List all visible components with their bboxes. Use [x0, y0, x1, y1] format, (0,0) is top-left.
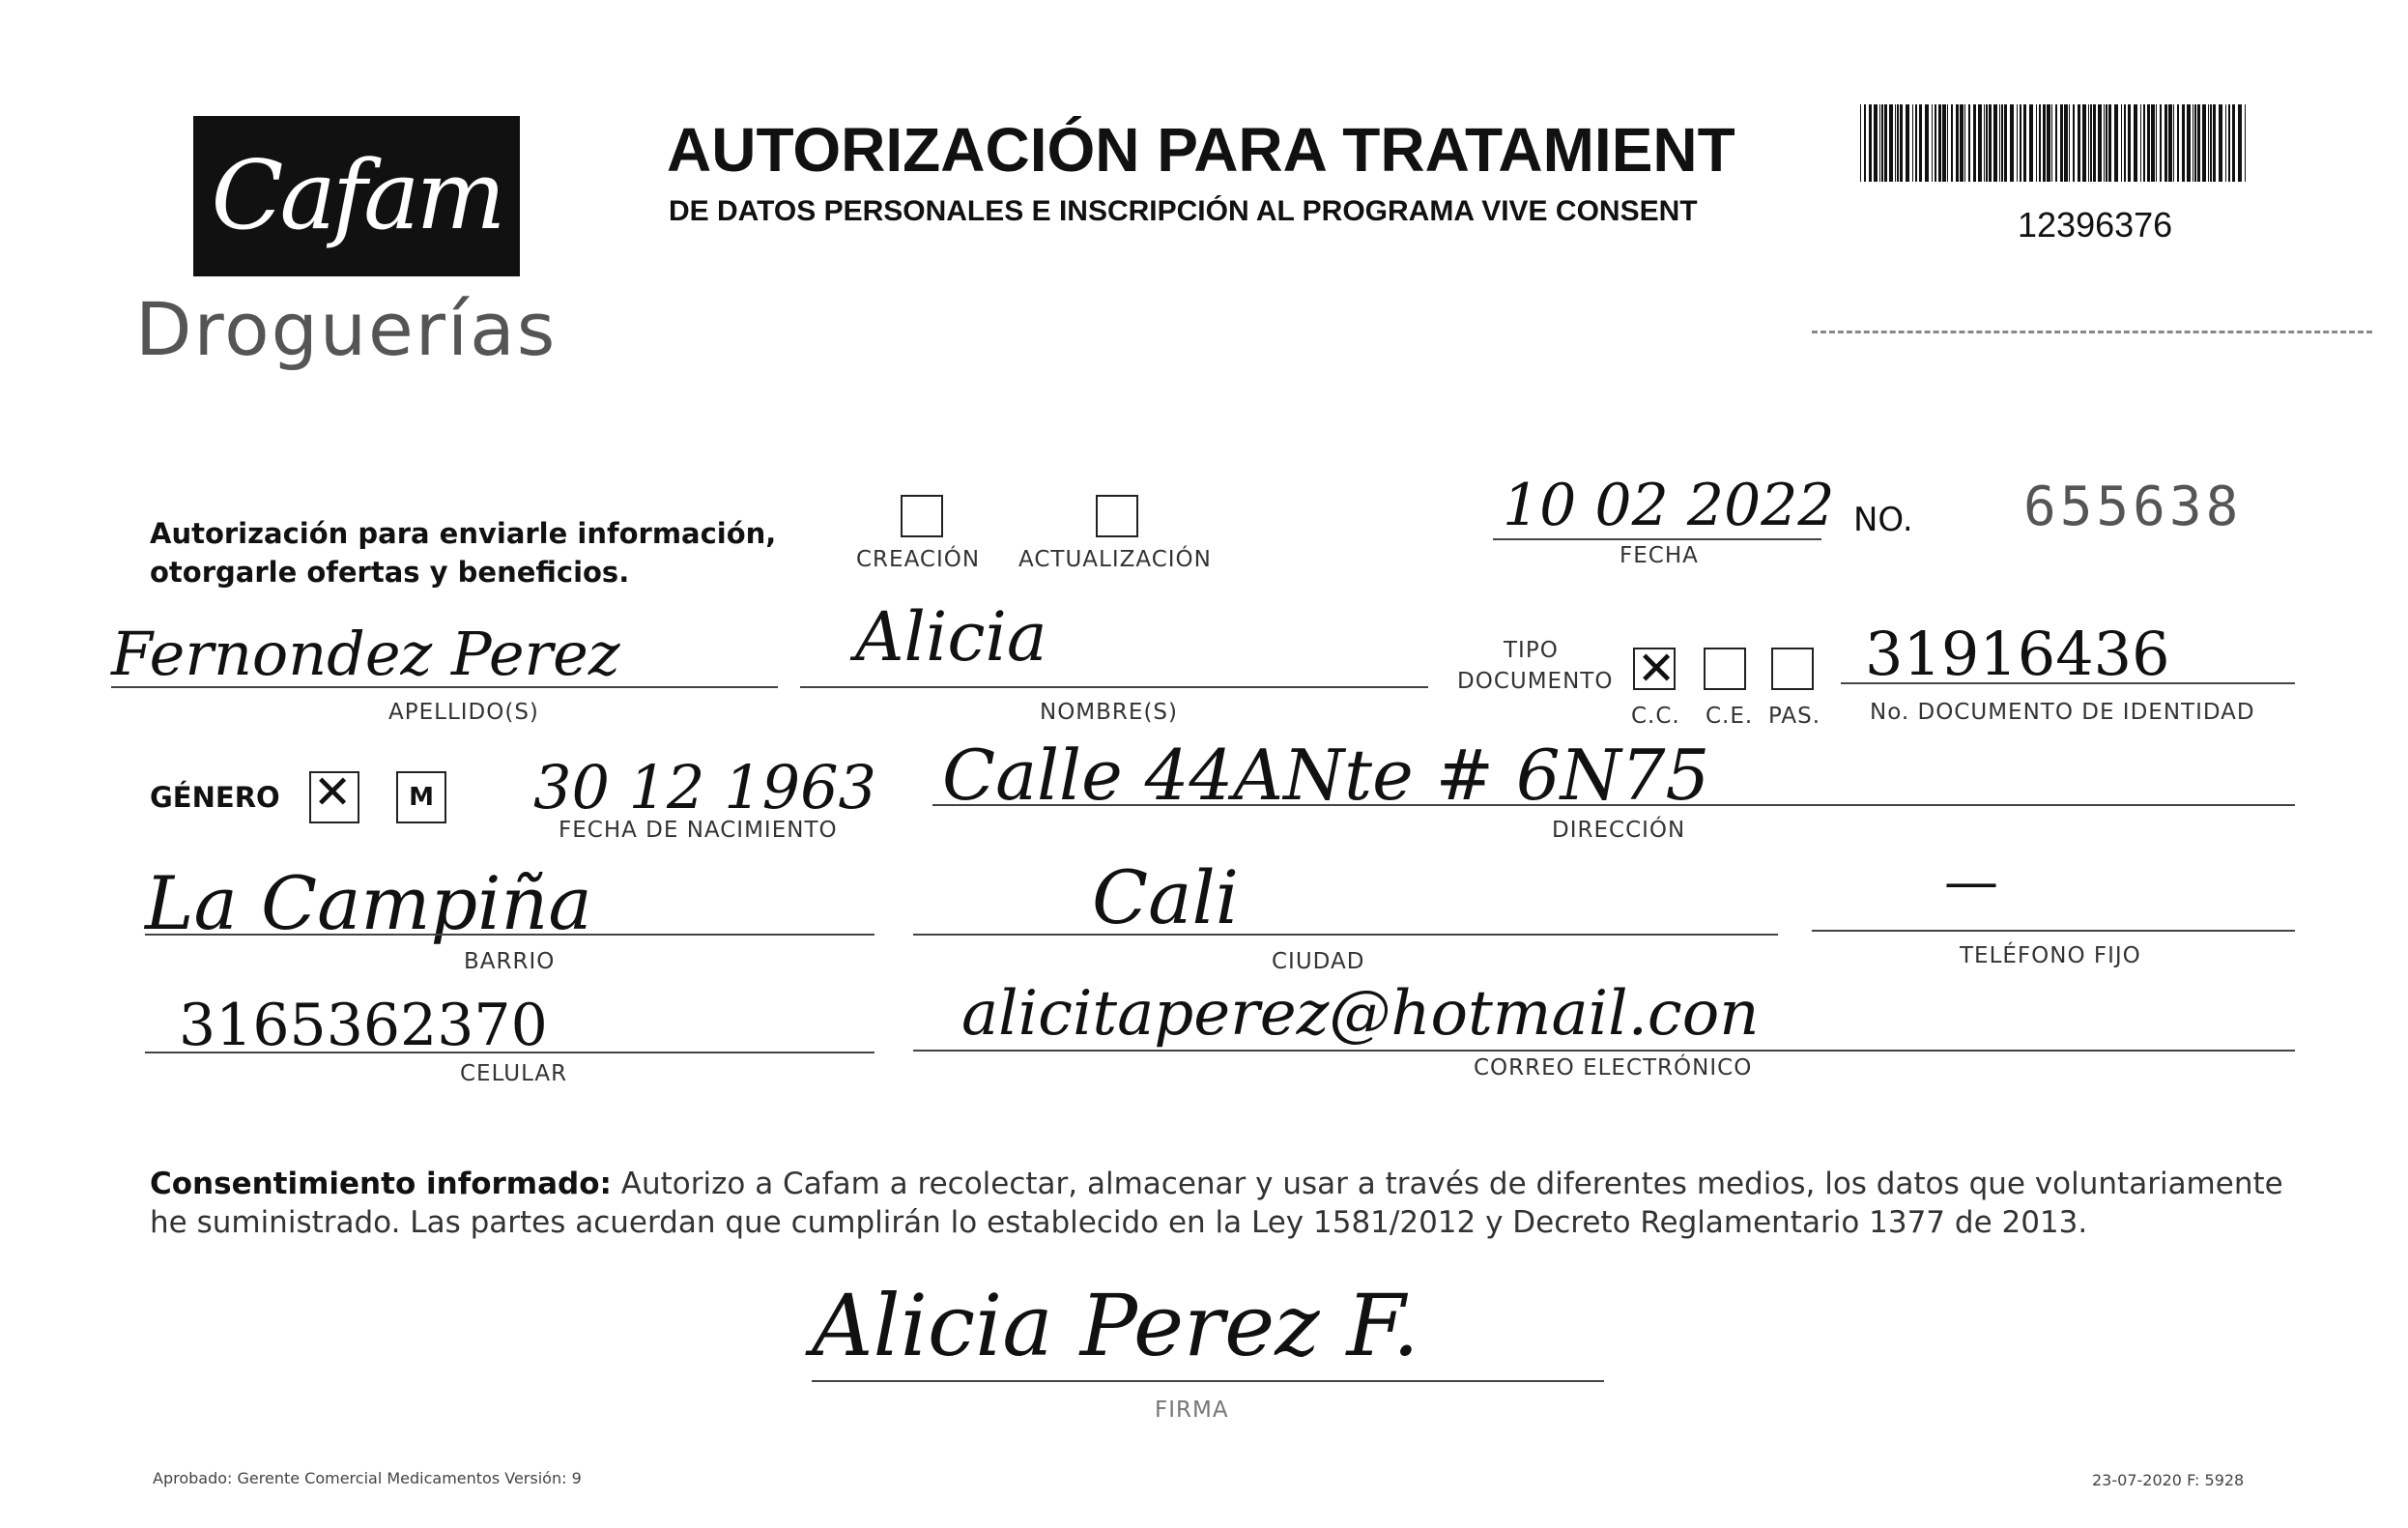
barcode-bar — [1935, 104, 1936, 182]
barcode-bar — [2164, 104, 2167, 182]
barcode-bar — [2228, 104, 2230, 182]
barcode-bar — [1925, 104, 1929, 182]
cc-label: C.C. — [1631, 704, 1680, 729]
barcode-bar — [2128, 104, 2131, 182]
barcode-bar — [2114, 104, 2118, 182]
barcode-bar — [1951, 104, 1953, 182]
barcode-bar — [1884, 104, 1887, 182]
creacion-checkbox[interactable] — [901, 495, 943, 537]
barcode-bar — [2069, 104, 2070, 182]
barcode-bar — [2039, 104, 2041, 182]
barcode-bar — [1993, 104, 1997, 182]
barcode-number: 12396376 — [2018, 205, 2173, 245]
footer-approved: Aprobado: Gerente Comercial Medicamentos Versión: 9 — [153, 1469, 582, 1487]
actualizacion-checkbox[interactable] — [1096, 495, 1138, 537]
tipo-documento-label-1: TIPO — [1504, 638, 1559, 663]
barcode-bar — [2036, 104, 2037, 182]
barcode-bar — [2173, 104, 2174, 182]
barcode-bar — [2213, 104, 2216, 182]
logo-text: Cafam — [211, 141, 502, 251]
celular-label: CELULAR — [460, 1061, 568, 1086]
nombres-line — [800, 686, 1428, 688]
pas-checkbox[interactable] — [1771, 648, 1814, 690]
barcode-bar — [2187, 104, 2191, 182]
barcode-bar — [1915, 104, 1917, 182]
signature-value[interactable]: Alicia Perez F. — [812, 1276, 1419, 1375]
barcode-bar — [2020, 104, 2021, 182]
barcode-bar — [1964, 104, 1965, 182]
apellidos-label: APELLIDO(S) — [388, 700, 539, 725]
barcode-bar — [1973, 104, 1976, 182]
barcode-bar — [2029, 104, 2033, 182]
barcode-bar — [2168, 104, 2172, 182]
logo-subtitle: Droguerías — [135, 286, 558, 372]
form-title: AUTORIZACIÓN PARA TRATAMIENT — [667, 115, 1735, 185]
barcode-bar — [2238, 104, 2242, 182]
barcode-bar — [1889, 104, 1893, 182]
ce-label: C.E. — [1706, 704, 1754, 729]
barcode-bar — [1869, 104, 1872, 182]
barcode-bar — [2143, 104, 2145, 182]
barcode-bar — [2043, 104, 2046, 182]
cc-checkbox[interactable] — [1633, 648, 1676, 690]
footer-date-code: 23-07-2020 F: 5928 — [2092, 1471, 2245, 1489]
barrio-label: BARRIO — [464, 949, 556, 974]
documento-value[interactable]: 31916436 — [1865, 619, 2170, 689]
barcode-bar — [2182, 104, 2185, 182]
consent-heading: Consentimiento informado: — [150, 1167, 612, 1201]
barcode-bar — [2023, 104, 2026, 182]
barcode-bar — [1984, 104, 1985, 182]
direccion-label: DIRECCIÓN — [1552, 818, 1686, 843]
signature-label: FIRMA — [1155, 1398, 1229, 1423]
authorization-intro: Autorización para enviarle información, otorgarle ofertas y beneficios. — [150, 517, 777, 589]
barcode-bar — [1932, 104, 1933, 182]
direccion-line — [932, 804, 2295, 806]
barcode-bar — [2051, 104, 2052, 182]
celular-value[interactable]: 3165362370 — [179, 992, 548, 1059]
barcode-bar — [1874, 104, 1878, 182]
barcode-bar — [1879, 104, 1880, 182]
barcode-bar — [2147, 104, 2150, 182]
correo-line — [913, 1050, 2295, 1052]
genero-label: GÉNERO — [150, 781, 280, 814]
barcode-bar — [2156, 104, 2157, 182]
barcode-bar — [1960, 104, 1964, 182]
actualizacion-label: ACTUALIZACIÓN — [1018, 547, 1212, 572]
barcode-bar — [1989, 104, 1992, 182]
barcode-bar — [2210, 104, 2212, 182]
fecha-label: FECHA — [1620, 543, 1699, 568]
ciudad-line — [913, 934, 1778, 936]
barcode-bar — [2082, 104, 2086, 182]
ciudad-value[interactable]: Cali — [1092, 854, 1240, 940]
barcode-bar — [2232, 104, 2235, 182]
barcode-bar — [2194, 104, 2196, 182]
barcode-bar — [2064, 104, 2068, 182]
form-subtitle: DE DATOS PERSONALES E INSCRIPCIÓN AL PROGRAMA VIVE CONSENT — [669, 195, 1698, 227]
barcode-bar — [1999, 104, 2000, 182]
barcode-bar — [2219, 104, 2222, 182]
barcode-bar — [2073, 104, 2075, 182]
telefono-value[interactable]: — — [1944, 850, 1998, 913]
barcode-bar — [1986, 104, 1988, 182]
fecha-value[interactable]: 10 02 2022 — [1503, 472, 1835, 539]
pas-label: PAS. — [1768, 704, 1821, 729]
genero-m-checkbox[interactable] — [396, 771, 446, 823]
barcode-bar — [2202, 104, 2206, 182]
barcode-bar — [2197, 104, 2200, 182]
correo-label: CORREO ELECTRÓNICO — [1474, 1055, 1753, 1081]
barcode-bar — [1942, 104, 1946, 182]
barcode-bar — [2090, 104, 2092, 182]
tipo-documento-label-2: DOCUMENTO — [1457, 669, 1614, 694]
creacion-label: CREACIÓN — [856, 547, 981, 572]
telefono-line — [1812, 930, 2295, 932]
barcode-bar — [2088, 104, 2089, 182]
barcode-bar — [1895, 104, 1896, 182]
signature-line — [812, 1380, 1604, 1382]
barcode-bar — [1906, 104, 1909, 182]
barcode-bar — [1956, 104, 1959, 182]
nacimiento-label: FECHA DE NACIMIENTO — [559, 818, 838, 843]
barcode-bar — [2225, 104, 2226, 182]
barcode-bar — [1919, 104, 1922, 182]
barcode-bar — [2140, 104, 2141, 182]
apellidos-line — [111, 686, 778, 688]
barcode-bar — [2106, 104, 2107, 182]
ce-checkbox[interactable] — [1704, 648, 1746, 690]
barcode-bar — [2245, 104, 2246, 182]
nombres-value[interactable]: Alicia — [855, 597, 1047, 677]
barcode-bar — [2078, 104, 2080, 182]
barcode-bar — [2098, 104, 2102, 182]
barcode-bar — [2010, 104, 2014, 182]
barcode-bar — [2121, 104, 2122, 182]
barcode-bar — [2047, 104, 2050, 182]
barcode-bar — [1900, 104, 1903, 182]
barcode-bar — [1947, 104, 1948, 182]
barcode-bar — [2134, 104, 2137, 182]
fecha-line — [1493, 538, 1821, 540]
correo-value[interactable]: alicitaperez@hotmail.con — [961, 978, 1760, 1050]
barcode-bar — [1978, 104, 1982, 182]
barcode-bar — [1968, 104, 1970, 182]
barrio-value[interactable]: La Campiña — [145, 860, 592, 946]
consent-text — [150, 1165, 2290, 1242]
documento-line — [1841, 682, 2295, 684]
form-number: 655638 — [2023, 476, 2243, 538]
barrio-line — [145, 934, 874, 936]
cafam-logo — [193, 116, 520, 276]
barcode-bar — [2055, 104, 2057, 182]
barcode-bar — [2001, 104, 2003, 182]
barcode-bar — [2108, 104, 2111, 182]
barcode-bar — [2177, 104, 2179, 182]
nombres-label: NOMBRE(S) — [1040, 700, 1178, 725]
barcode-bar — [2208, 104, 2209, 182]
celular-line — [145, 1052, 874, 1053]
telefono-label: TELÉFONO FIJO — [1960, 943, 2141, 968]
dashed-divider — [1812, 331, 2372, 333]
barcode-bar — [2151, 104, 2155, 182]
barcode-bar — [2104, 104, 2105, 182]
no-label: NO. — [1853, 501, 1913, 539]
genero-f-checkbox[interactable] — [309, 771, 359, 823]
ciudad-label: CIUDAD — [1272, 949, 1365, 974]
barcode-bar — [1897, 104, 1899, 182]
nacimiento-value[interactable]: 30 12 1963 — [533, 752, 876, 822]
barcode-bar — [2124, 104, 2126, 182]
barcode-bar — [1864, 104, 1866, 182]
consent-body: Autorizo a Cafam a recolectar, almacenar y usar a través de diferentes medios, los datos que voluntariamente he suministrado. Las partes acuerdan que cumplirán lo establecido en la Ley 1581/2012 y Decreto Reglamentario 1377 de 2013. — [150, 1167, 2283, 1240]
direccion-value[interactable]: Calle 44ANte # 6N75 — [942, 735, 1710, 816]
barcode-bar — [1860, 104, 1861, 182]
barcode-bar — [1938, 104, 1941, 182]
apellidos-value[interactable]: Fernondez Perez — [111, 619, 620, 689]
documento-label: No. DOCUMENTO DE IDENTIDAD — [1870, 700, 2255, 725]
barcode-bar — [1912, 104, 1913, 182]
barcode-bar — [1881, 104, 1883, 182]
barcode — [1860, 104, 2251, 182]
barcode-bar — [2004, 104, 2007, 182]
barcode-bar — [2060, 104, 2063, 182]
genero-m-label: M — [409, 783, 434, 812]
barcode-bar — [2093, 104, 2096, 182]
barcode-bar — [2160, 104, 2162, 182]
barcode-bar — [2017, 104, 2018, 182]
